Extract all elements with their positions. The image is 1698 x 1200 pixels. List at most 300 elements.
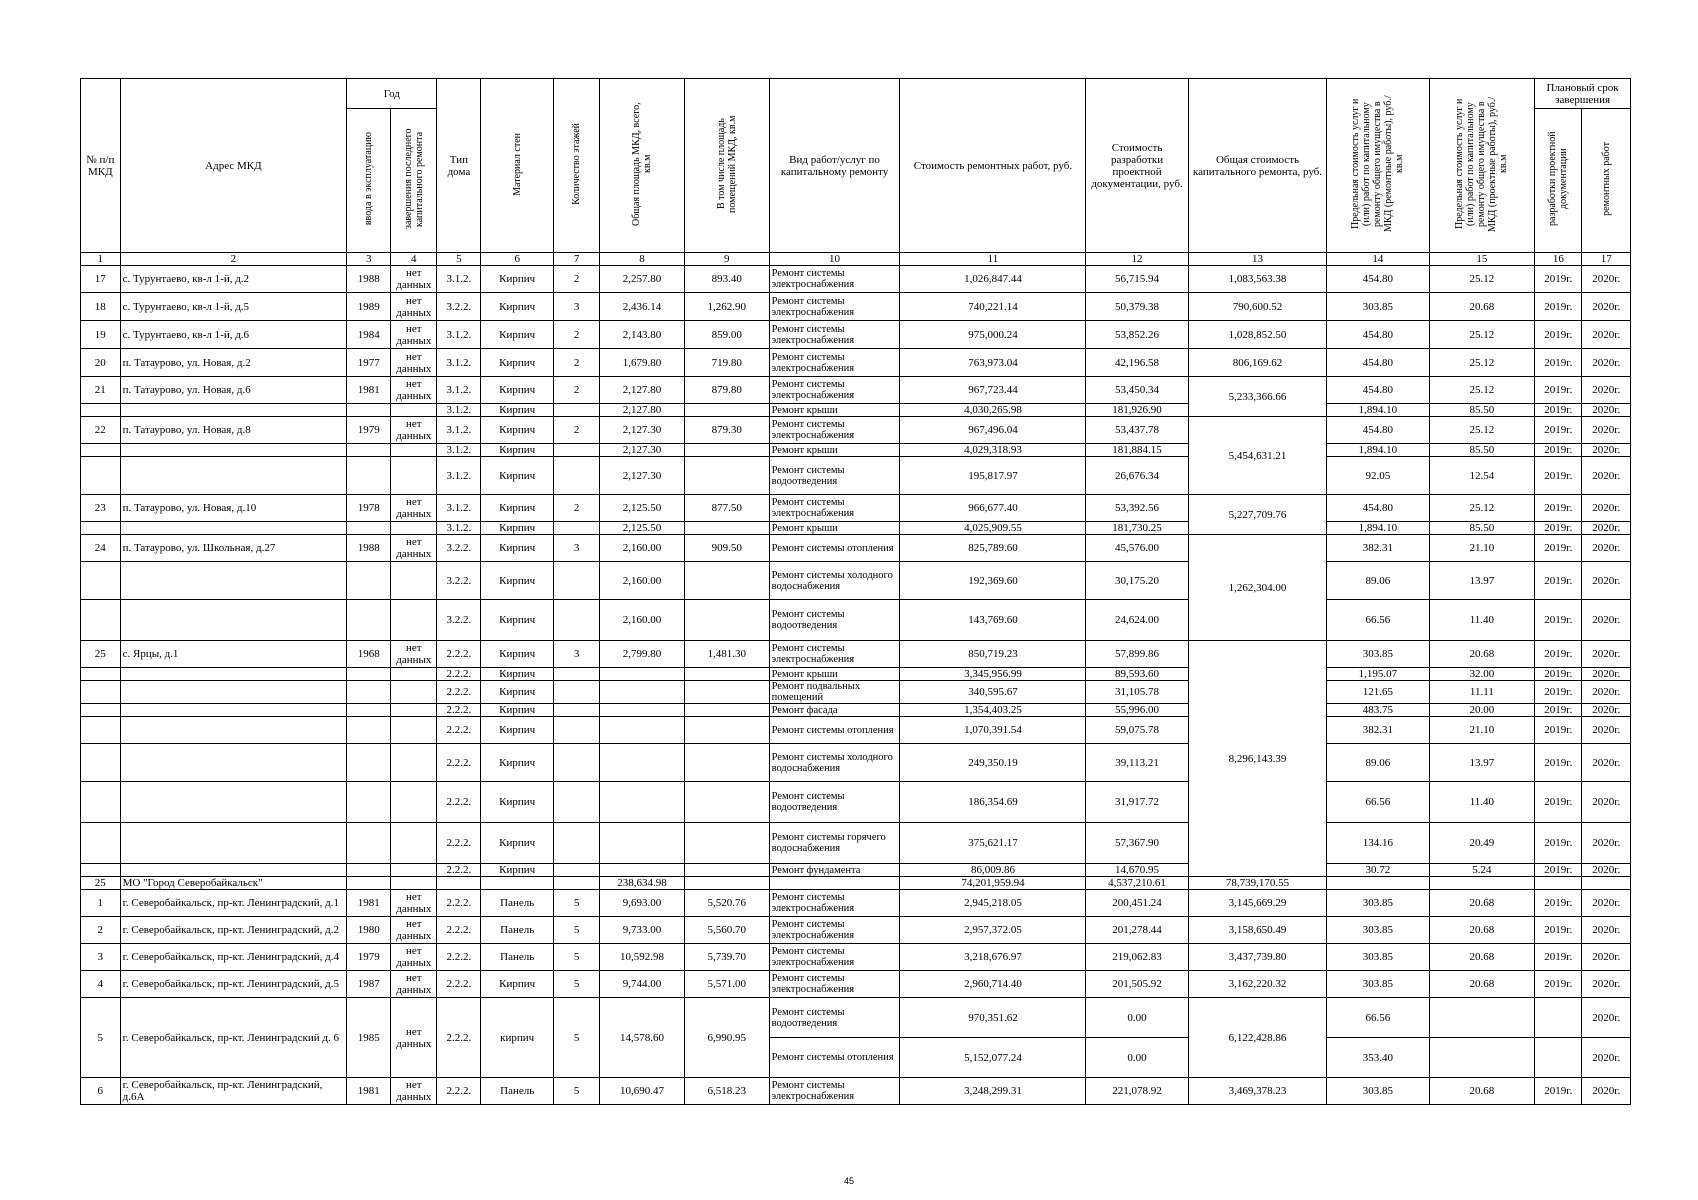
house-type-cell: 2.2.2. (437, 971, 481, 998)
deadline-repair-cell: 2020г. (1582, 717, 1631, 744)
header-premises-area-text: В том числе площадь помещений МКД, кв.м (715, 115, 738, 213)
limit-repair-cell: 89.06 (1327, 744, 1429, 782)
year-last-repair-cell (391, 404, 437, 417)
design-cost-cell: 53,392.56 (1086, 495, 1188, 522)
header-deadline-design (1535, 109, 1582, 253)
year-commission-cell: 1984 (347, 321, 391, 349)
design-cost-cell: 53,437.78 (1086, 417, 1188, 444)
total-cost-cell: 3,162,220.32 (1188, 971, 1327, 998)
limit-design-cell: 32.00 (1429, 668, 1535, 681)
premises-area-cell (684, 877, 769, 890)
floors-cell: 2 (553, 495, 599, 522)
wall-material-cell: Кирпич (481, 495, 554, 522)
premises-area-cell: 5,739.70 (684, 944, 769, 971)
total-cost-cell: 3,437,739.80 (1188, 944, 1327, 971)
deadline-repair-cell: 2020г. (1582, 1038, 1631, 1078)
floors-cell (553, 823, 599, 864)
limit-repair-cell: 66.56 (1327, 998, 1429, 1038)
floors-cell: 5 (553, 944, 599, 971)
total-area-cell: 2,127.80 (600, 404, 685, 417)
floors-cell (553, 864, 599, 877)
work-type-cell: Ремонт системы водоотведения (769, 600, 900, 641)
work-type-cell: Ремонт крыши (769, 522, 900, 535)
row-number: 1 (81, 890, 121, 917)
total-area-cell: 2,127.80 (600, 377, 685, 404)
total-cost-cell: 790,600.52 (1188, 293, 1327, 321)
address-cell: г. Северобайкальск, пр-кт. Ленинградский, д.1 (120, 890, 347, 917)
row-number (81, 600, 121, 641)
limit-repair-cell: 303.85 (1327, 971, 1429, 998)
year-commission-cell: 1981 (347, 377, 391, 404)
deadline-repair-cell: 2020г. (1582, 971, 1631, 998)
limit-repair-cell: 92.05 (1327, 457, 1429, 495)
design-cost-cell: 200,451.24 (1086, 890, 1188, 917)
repair-cost-cell: 375,621.17 (900, 823, 1086, 864)
summary-row (81, 877, 1631, 890)
total-area-cell: 14,578.60 (600, 998, 685, 1078)
premises-area-cell (684, 404, 769, 417)
table-row (81, 744, 1631, 782)
year-last-repair-cell: нет данных (391, 349, 437, 377)
limit-repair-cell: 1,894.10 (1327, 522, 1429, 535)
work-type-cell: Ремонт системы электроснабжения (769, 417, 900, 444)
premises-area-cell: 909.50 (684, 535, 769, 562)
design-cost-cell: 24,624.00 (1086, 600, 1188, 641)
total-cost-cell: 5,454,631.21 (1188, 417, 1327, 495)
limit-repair-cell: 1,894.10 (1327, 444, 1429, 457)
table-body (81, 266, 1631, 1105)
deadline-design-cell: 2019г. (1535, 522, 1582, 535)
year-last-repair-cell: нет данных (391, 998, 437, 1078)
deadline-design-cell: 2019г. (1535, 782, 1582, 823)
deadline-design-cell: 2019г. (1535, 641, 1582, 668)
year-last-repair-cell: нет данных (391, 917, 437, 944)
address-cell: п. Татаурово, ул. Новая, д.2 (120, 349, 347, 377)
premises-area-cell: 5,560.70 (684, 917, 769, 944)
deadline-design-cell (1535, 1038, 1582, 1078)
year-commission-cell (347, 782, 391, 823)
wall-material-cell: Кирпич (481, 681, 554, 704)
col-number: 12 (1086, 253, 1188, 266)
year-commission-cell (347, 681, 391, 704)
deadline-design-cell: 2019г. (1535, 668, 1582, 681)
design-cost-cell: 39,113.21 (1086, 744, 1188, 782)
limit-design-cell: 20.68 (1429, 293, 1535, 321)
total-cost-cell: 3,158,650.49 (1188, 917, 1327, 944)
design-cost-cell: 57,899.86 (1086, 641, 1188, 668)
limit-design-cell: 12.54 (1429, 457, 1535, 495)
year-last-repair-cell (391, 668, 437, 681)
house-type-cell: 2.2.2. (437, 641, 481, 668)
limit-design-cell: 20.68 (1429, 641, 1535, 668)
row-number (81, 823, 121, 864)
house-type-cell: 2.2.2. (437, 744, 481, 782)
floors-cell: 5 (553, 917, 599, 944)
deadline-repair-cell: 2020г. (1582, 600, 1631, 641)
limit-design-cell: 20.68 (1429, 971, 1535, 998)
limit-design-cell (1429, 1038, 1535, 1078)
design-cost-cell: 181,926.90 (1086, 404, 1188, 417)
row-number: 21 (81, 377, 121, 404)
deadline-design-cell: 2019г. (1535, 321, 1582, 349)
wall-material-cell: Кирпич (481, 668, 554, 681)
year-last-repair-cell: нет данных (391, 266, 437, 293)
deadline-design-cell: 2019г. (1535, 266, 1582, 293)
limit-design-cell: 5.24 (1429, 864, 1535, 877)
deadline-repair-cell: 2020г. (1582, 823, 1631, 864)
limit-design-cell: 11.11 (1429, 681, 1535, 704)
repair-cost-cell: 4,029,318.93 (900, 444, 1086, 457)
total-area-cell: 9,693.00 (600, 890, 685, 917)
work-type-cell: Ремонт системы электроснабжения (769, 349, 900, 377)
header-work-type: Вид работ/услуг по капитальному ремонту (769, 79, 900, 253)
limit-design-cell: 13.97 (1429, 562, 1535, 600)
deadline-repair-cell: 2020г. (1582, 1078, 1631, 1105)
year-commission-cell: 1988 (347, 266, 391, 293)
col-number: 2 (120, 253, 347, 266)
premises-area-cell: 879.30 (684, 417, 769, 444)
total-area-cell: 2,125.50 (600, 495, 685, 522)
deadline-repair-cell: 2020г. (1582, 641, 1631, 668)
deadline-repair-cell: 2020г. (1582, 668, 1631, 681)
house-type-cell: 2.2.2. (437, 917, 481, 944)
total-cost-cell: 1,262,304.00 (1188, 535, 1327, 641)
floors-cell: 3 (553, 293, 599, 321)
deadline-repair-cell: 2020г. (1582, 321, 1631, 349)
house-type-cell: 2.2.2. (437, 704, 481, 717)
design-cost-cell: 26,676.34 (1086, 457, 1188, 495)
limit-repair-cell: 454.80 (1327, 377, 1429, 404)
header-address: Адрес МКД (120, 79, 347, 253)
design-cost-cell: 4,537,210.61 (1086, 877, 1188, 890)
repair-cost-cell: 966,677.40 (900, 495, 1086, 522)
year-last-repair-cell (391, 782, 437, 823)
table-row (81, 998, 1631, 1038)
deadline-design-cell: 2019г. (1535, 562, 1582, 600)
col-number: 17 (1582, 253, 1631, 266)
deadline-design-cell: 2019г. (1535, 717, 1582, 744)
total-area-cell: 2,436.14 (600, 293, 685, 321)
col-number: 14 (1327, 253, 1429, 266)
header-limit-design (1429, 79, 1535, 253)
deadline-repair-cell: 2020г. (1582, 704, 1631, 717)
deadline-design-cell: 2019г. (1535, 293, 1582, 321)
floors-cell (553, 717, 599, 744)
year-last-repair-cell (391, 744, 437, 782)
house-type-cell: 3.2.2. (437, 293, 481, 321)
house-type-cell: 2.2.2. (437, 1078, 481, 1105)
deadline-design-cell: 2019г. (1535, 681, 1582, 704)
header-deadline-repair-text: ремонтных работ (1600, 142, 1612, 216)
repair-cost-cell: 5,152,077.24 (900, 1038, 1086, 1078)
work-type-cell: Ремонт системы водоотведения (769, 782, 900, 823)
limit-repair-cell: 454.80 (1327, 321, 1429, 349)
design-cost-cell: 14,670.95 (1086, 864, 1188, 877)
house-type-cell: 3.1.2. (437, 266, 481, 293)
premises-area-cell: 893.40 (684, 266, 769, 293)
repair-cost-cell: 2,960,714.40 (900, 971, 1086, 998)
premises-area-cell: 1,481.30 (684, 641, 769, 668)
address-cell: с. Турунтаево, кв-л 1-й, д.6 (120, 321, 347, 349)
work-type-cell (769, 877, 900, 890)
floors-cell: 2 (553, 377, 599, 404)
deadline-repair-cell: 2020г. (1582, 998, 1631, 1038)
limit-design-cell: 85.50 (1429, 522, 1535, 535)
limit-design-cell (1429, 998, 1535, 1038)
house-type-cell: 3.1.2. (437, 349, 481, 377)
deadline-repair-cell: 2020г. (1582, 457, 1631, 495)
work-type-cell: Ремонт системы электроснабжения (769, 293, 900, 321)
house-type-cell: 3.1.2. (437, 377, 481, 404)
repair-cost-cell: 970,351.62 (900, 998, 1086, 1038)
floors-cell (553, 668, 599, 681)
limit-repair-cell: 303.85 (1327, 890, 1429, 917)
year-commission-cell: 1981 (347, 1078, 391, 1105)
header-premises-area (684, 79, 769, 253)
address-cell (120, 744, 347, 782)
year-last-repair-cell: нет данных (391, 321, 437, 349)
premises-area-cell: 719.80 (684, 349, 769, 377)
repair-cost-cell: 143,769.60 (900, 600, 1086, 641)
limit-design-cell: 25.12 (1429, 417, 1535, 444)
year-last-repair-cell: нет данных (391, 971, 437, 998)
year-commission-cell (347, 562, 391, 600)
row-number: 24 (81, 535, 121, 562)
year-commission-cell: 1985 (347, 998, 391, 1078)
total-area-cell (600, 823, 685, 864)
house-type-cell: 3.2.2. (437, 535, 481, 562)
repair-cost-cell: 850,719.23 (900, 641, 1086, 668)
wall-material-cell: Кирпич (481, 744, 554, 782)
wall-material-cell: Кирпич (481, 457, 554, 495)
deadline-design-cell: 2019г. (1535, 890, 1582, 917)
col-number: 6 (481, 253, 554, 266)
deadline-repair-cell: 2020г. (1582, 266, 1631, 293)
address-cell: п. Татаурово, ул. Новая, д.10 (120, 495, 347, 522)
floors-cell: 3 (553, 641, 599, 668)
deadline-repair-cell: 2020г. (1582, 890, 1631, 917)
year-commission-cell (347, 864, 391, 877)
floors-cell: 2 (553, 417, 599, 444)
year-last-repair-cell: нет данных (391, 890, 437, 917)
repair-cost-cell: 2,957,372.05 (900, 917, 1086, 944)
floors-cell (553, 877, 599, 890)
repair-cost-cell: 4,025,909.55 (900, 522, 1086, 535)
year-last-repair-cell: нет данных (391, 535, 437, 562)
row-number: 19 (81, 321, 121, 349)
repair-cost-cell: 4,030,265.98 (900, 404, 1086, 417)
total-area-cell: 9,744.00 (600, 971, 685, 998)
deadline-design-cell: 2019г. (1535, 600, 1582, 641)
limit-design-cell: 11.40 (1429, 600, 1535, 641)
premises-area-cell (684, 823, 769, 864)
row-number (81, 704, 121, 717)
repair-cost-cell: 3,248,299.31 (900, 1078, 1086, 1105)
design-cost-cell: 53,852.26 (1086, 321, 1188, 349)
col-number: 13 (1188, 253, 1327, 266)
limit-repair-cell: 454.80 (1327, 266, 1429, 293)
header-year-last-repair (391, 109, 437, 253)
limit-repair-cell: 121.65 (1327, 681, 1429, 704)
work-type-cell: Ремонт системы электроснабжения (769, 266, 900, 293)
table-row (81, 535, 1631, 562)
col-number: 5 (437, 253, 481, 266)
design-cost-cell: 59,075.78 (1086, 717, 1188, 744)
row-number: 17 (81, 266, 121, 293)
address-cell: с. Ярцы, д.1 (120, 641, 347, 668)
design-cost-cell: 181,730.25 (1086, 522, 1188, 535)
table-row (81, 562, 1631, 600)
col-number: 1 (81, 253, 121, 266)
floors-cell (553, 744, 599, 782)
premises-area-cell: 6,990.95 (684, 998, 769, 1078)
floors-cell: 2 (553, 266, 599, 293)
header-total-area (600, 79, 685, 253)
header-year: Год (347, 79, 437, 109)
total-area-cell: 238,634.98 (600, 877, 685, 890)
row-number (81, 717, 121, 744)
address-cell: г. Северобайкальск, пр-кт. Ленинградский д. 6 (120, 998, 347, 1078)
table-row (81, 349, 1631, 377)
total-area-cell (600, 681, 685, 704)
header-total-area-text: Общая площадь МКД, всего, кв.м (631, 102, 654, 226)
limit-repair-cell (1327, 877, 1429, 890)
work-type-cell: Ремонт системы холодного водоснабжения (769, 562, 900, 600)
table-header (81, 79, 1631, 266)
address-cell (120, 681, 347, 704)
year-last-repair-cell (391, 704, 437, 717)
table-row (81, 823, 1631, 864)
work-type-cell: Ремонт крыши (769, 404, 900, 417)
limit-design-cell: 85.50 (1429, 444, 1535, 457)
limit-design-cell: 20.00 (1429, 704, 1535, 717)
col-number: 7 (553, 253, 599, 266)
deadline-design-cell: 2019г. (1535, 457, 1582, 495)
deadline-repair-cell: 2020г. (1582, 417, 1631, 444)
table-row (81, 404, 1631, 417)
house-type-cell: 2.2.2. (437, 998, 481, 1078)
floors-cell: 5 (553, 971, 599, 998)
floors-cell: 2 (553, 349, 599, 377)
deadline-design-cell: 2019г. (1535, 744, 1582, 782)
total-cost-cell: 78,739,170.55 (1188, 877, 1327, 890)
year-commission-cell: 1968 (347, 641, 391, 668)
header-num: № п/п МКД (81, 79, 121, 253)
col-number: 16 (1535, 253, 1582, 266)
capital-repair-table (80, 78, 1631, 1105)
repair-cost-cell: 86,009.86 (900, 864, 1086, 877)
house-type-cell: 2.2.2. (437, 717, 481, 744)
address-cell: МО "Город Северобайкальск" (120, 877, 347, 890)
table-row (81, 321, 1631, 349)
year-last-repair-cell: нет данных (391, 495, 437, 522)
premises-area-cell (684, 864, 769, 877)
floors-cell: 5 (553, 890, 599, 917)
total-cost-cell: 3,469,378.23 (1188, 1078, 1327, 1105)
year-commission-cell (347, 522, 391, 535)
wall-material-cell: Кирпич (481, 717, 554, 744)
work-type-cell: Ремонт фасада (769, 704, 900, 717)
limit-repair-cell: 134.16 (1327, 823, 1429, 864)
wall-material-cell: Кирпич (481, 704, 554, 717)
house-type-cell: 3.1.2. (437, 321, 481, 349)
deadline-repair-cell: 2020г. (1582, 864, 1631, 877)
repair-cost-cell: 967,723.44 (900, 377, 1086, 404)
design-cost-cell: 31,105.78 (1086, 681, 1188, 704)
work-type-cell: Ремонт системы горячего водоснабжения (769, 823, 900, 864)
wall-material-cell: Кирпич (481, 535, 554, 562)
deadline-repair-cell (1582, 877, 1631, 890)
floors-cell (553, 444, 599, 457)
deadline-design-cell (1535, 998, 1582, 1038)
header-design-cost: Стоимость разработки проектной документации, руб. (1086, 79, 1188, 253)
column-number-row (81, 253, 1631, 266)
address-cell (120, 668, 347, 681)
year-commission-cell: 1979 (347, 417, 391, 444)
year-last-repair-cell: нет данных (391, 377, 437, 404)
wall-material-cell: Кирпич (481, 321, 554, 349)
wall-material-cell: Кирпич (481, 444, 554, 457)
work-type-cell: Ремонт системы электроснабжения (769, 1078, 900, 1105)
design-cost-cell: 55,996.00 (1086, 704, 1188, 717)
limit-design-cell: 25.12 (1429, 321, 1535, 349)
total-cost-cell: 806,169.62 (1188, 349, 1327, 377)
total-cost-cell: 5,227,709.76 (1188, 495, 1327, 535)
house-type-cell: 2.2.2. (437, 782, 481, 823)
row-number (81, 782, 121, 823)
header-floors (553, 79, 599, 253)
address-cell (120, 457, 347, 495)
wall-material-cell: Кирпич (481, 562, 554, 600)
table-row (81, 668, 1631, 681)
premises-area-cell (684, 562, 769, 600)
deadline-repair-cell: 2020г. (1582, 522, 1631, 535)
col-number: 15 (1429, 253, 1535, 266)
table-row (81, 522, 1631, 535)
floors-cell (553, 562, 599, 600)
deadline-design-cell: 2019г. (1535, 349, 1582, 377)
limit-design-cell: 20.68 (1429, 917, 1535, 944)
wall-material-cell: Кирпич (481, 971, 554, 998)
year-last-repair-cell (391, 864, 437, 877)
deadline-repair-cell: 2020г. (1582, 404, 1631, 417)
year-last-repair-cell (391, 522, 437, 535)
house-type-cell: 3.1.2. (437, 404, 481, 417)
design-cost-cell: 45,576.00 (1086, 535, 1188, 562)
deadline-repair-cell: 2020г. (1582, 782, 1631, 823)
limit-design-cell: 85.50 (1429, 404, 1535, 417)
address-cell: п. Татаурово, ул. Новая, д.8 (120, 417, 347, 444)
total-cost-cell: 6,122,428.86 (1188, 998, 1327, 1078)
repair-cost-cell: 1,070,391.54 (900, 717, 1086, 744)
limit-design-cell: 20.68 (1429, 1078, 1535, 1105)
deadline-repair-cell: 2020г. (1582, 681, 1631, 704)
wall-material-cell: Кирпич (481, 417, 554, 444)
total-cost-cell: 5,233,366.66 (1188, 377, 1327, 417)
design-cost-cell: 221,078.92 (1086, 1078, 1188, 1105)
row-number: 20 (81, 349, 121, 377)
limit-repair-cell: 89.06 (1327, 562, 1429, 600)
row-number (81, 457, 121, 495)
year-last-repair-cell: нет данных (391, 293, 437, 321)
year-last-repair-cell: нет данных (391, 641, 437, 668)
work-type-cell: Ремонт системы отопления (769, 717, 900, 744)
deadline-design-cell: 2019г. (1535, 944, 1582, 971)
repair-cost-cell: 1,026,847.44 (900, 266, 1086, 293)
premises-area-cell (684, 681, 769, 704)
year-last-repair-cell (391, 681, 437, 704)
work-type-cell: Ремонт системы электроснабжения (769, 917, 900, 944)
